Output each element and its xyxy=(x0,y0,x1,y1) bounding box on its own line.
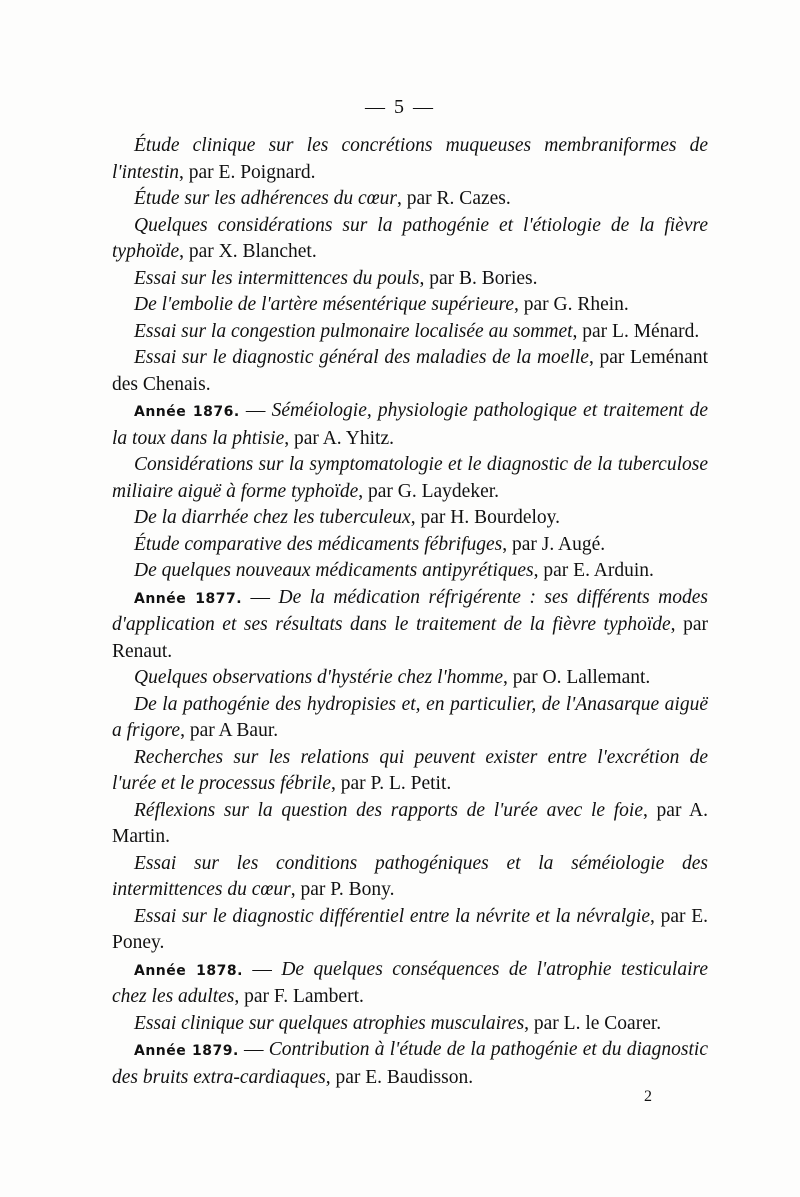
entry-title: Essai sur les intermittences du pouls xyxy=(134,267,420,289)
entry-author: , par B. Bories. xyxy=(419,267,538,289)
entry-dash: — xyxy=(239,400,272,421)
entry-author: , par J. Augé. xyxy=(502,533,606,555)
entry-year: Année 1878. xyxy=(134,962,243,979)
entry-title: De la médication réfrigérente : ses différents modes d'application et ses résultats dans le traitement de la fièvre typhoïde xyxy=(112,586,708,635)
entry-title: Quelques observations d'hystérie chez l'homme xyxy=(134,667,504,688)
entry-author: , par P. Bony. xyxy=(290,879,395,900)
signature-mark: 2 xyxy=(644,1088,652,1105)
entry-title: Essai sur les conditions pathogéniques et la séméiologie des intermittences du cœur xyxy=(112,852,708,900)
entry-year: Année 1876. xyxy=(134,404,240,420)
bibliography-entry xyxy=(112,292,708,319)
entry-title: Quelques considérations sur la pathogénie et l'étiologie de la fièvre typhoïde xyxy=(112,214,708,262)
entry-author: , par Renaut. xyxy=(112,614,708,662)
entry-author: , par A. Martin. xyxy=(112,799,709,847)
bibliography-entry xyxy=(112,186,708,213)
entry-dash: — xyxy=(242,958,282,980)
entry-author: , par X. Blanchet. xyxy=(179,241,317,262)
entry-year: Année 1879. xyxy=(134,1043,239,1059)
bibliography-entry xyxy=(112,904,708,957)
entry-title: Contribution à l'étude de la pathogénie et du diagnostic des bruits extra-cardiaques xyxy=(112,1039,708,1088)
entry-title: Séméiologie, physiologie pathologique et traitement de la toux dans la phtisie xyxy=(112,400,709,449)
entry-title: Essai sur la congestion pulmonaire localisée au sommet xyxy=(134,320,573,342)
entry-author: , par E. Baudisson. xyxy=(325,1066,474,1088)
entry-author: , par A Baur. xyxy=(180,720,279,741)
bibliography-entry xyxy=(112,319,708,346)
bibliography-entry xyxy=(112,266,708,293)
entry-title: Considérations sur la symptomatologie et le diagnostic de la tuberculose miliaire aiguë à forme typhoïde xyxy=(112,454,708,502)
entry-title: Étude clinique sur les concrétions muqueuses membraniformes de l'intestin xyxy=(112,135,708,183)
entry-author: , par H. Bourdeloy. xyxy=(410,507,561,528)
entry-title: De quelques conséquences de l'atrophie testiculaire chez les adultes xyxy=(112,958,709,1007)
entry-title: Étude sur les adhérences du cœur xyxy=(134,188,398,209)
entry-author: , par G. Rhein. xyxy=(514,294,629,315)
bibliography-entry xyxy=(112,585,708,666)
bibliography-entry xyxy=(112,1037,708,1091)
entry-author: , par E. Poignard. xyxy=(179,161,316,183)
bibliography-entry xyxy=(112,692,708,745)
entry-title: De quelques nouveaux médicaments antipyrétiques xyxy=(134,560,534,581)
bibliography-entry xyxy=(112,505,708,532)
entry-author: , par A. Yhitz. xyxy=(284,427,395,449)
entry-title: Étude comparative des médicaments fébrifuges xyxy=(134,533,503,555)
entry-title: Réflexions sur la question des rapports de l'urée avec le foie xyxy=(134,799,643,821)
entry-author: , par L. le Coarer. xyxy=(524,1012,662,1034)
entry-author: , par O. Lallemant. xyxy=(503,667,651,688)
bibliography-entry xyxy=(112,532,708,559)
bibliography-entry xyxy=(112,398,708,452)
bibliography-entry xyxy=(112,798,708,851)
page-number: — 5 — xyxy=(365,96,435,118)
entry-title: Recherches sur les relations qui peuvent exister entre l'excrétion de l'urée et le processus fébrile xyxy=(112,746,708,794)
entry-author: , par G. Laydeker. xyxy=(358,480,500,502)
entry-title: Essai sur le diagnostic général des maladies de la moelle xyxy=(134,347,589,368)
bibliography-entry xyxy=(112,452,708,505)
entry-author: , par E. Poney. xyxy=(112,905,709,953)
bibliography-list xyxy=(112,133,708,1091)
entry-author: , par F. Lambert. xyxy=(234,986,364,1007)
bibliography-entry xyxy=(112,851,708,904)
bibliography-entry xyxy=(112,558,708,585)
entry-title: Essai sur le diagnostic différentiel entre la névrite et la névralgie xyxy=(134,905,651,927)
entry-title: Essai clinique sur quelques atrophies musculaires xyxy=(134,1012,525,1034)
bibliography-entry xyxy=(112,665,708,692)
entry-title: De l'embolie de l'artère mésentérique supérieure xyxy=(134,294,514,315)
entry-dash: — xyxy=(238,1039,269,1060)
entry-author: , par E. Arduin. xyxy=(533,560,654,581)
bibliography-entry xyxy=(112,213,708,266)
entry-dash: — xyxy=(242,586,279,608)
entry-title: De la pathogénie des hydropisies et, en particulier, de l'Anasarque aiguë a frigore xyxy=(112,693,708,741)
bibliography-entry xyxy=(112,1011,708,1038)
entry-author: , par L. Ménard. xyxy=(572,320,700,342)
entry-title: De la diarrhée chez les tuberculeux xyxy=(134,507,411,528)
entry-author: , par R. Cazes. xyxy=(397,188,511,209)
entry-author: , par P. L. Petit. xyxy=(330,773,452,794)
bibliography-entry xyxy=(112,345,708,398)
bibliography-entry xyxy=(112,957,708,1011)
bibliography-entry xyxy=(112,133,708,186)
entry-year: Année 1877. xyxy=(134,590,243,607)
bibliography-entry xyxy=(112,745,708,798)
entry-author: , par Leménant des Chenais. xyxy=(112,347,708,395)
